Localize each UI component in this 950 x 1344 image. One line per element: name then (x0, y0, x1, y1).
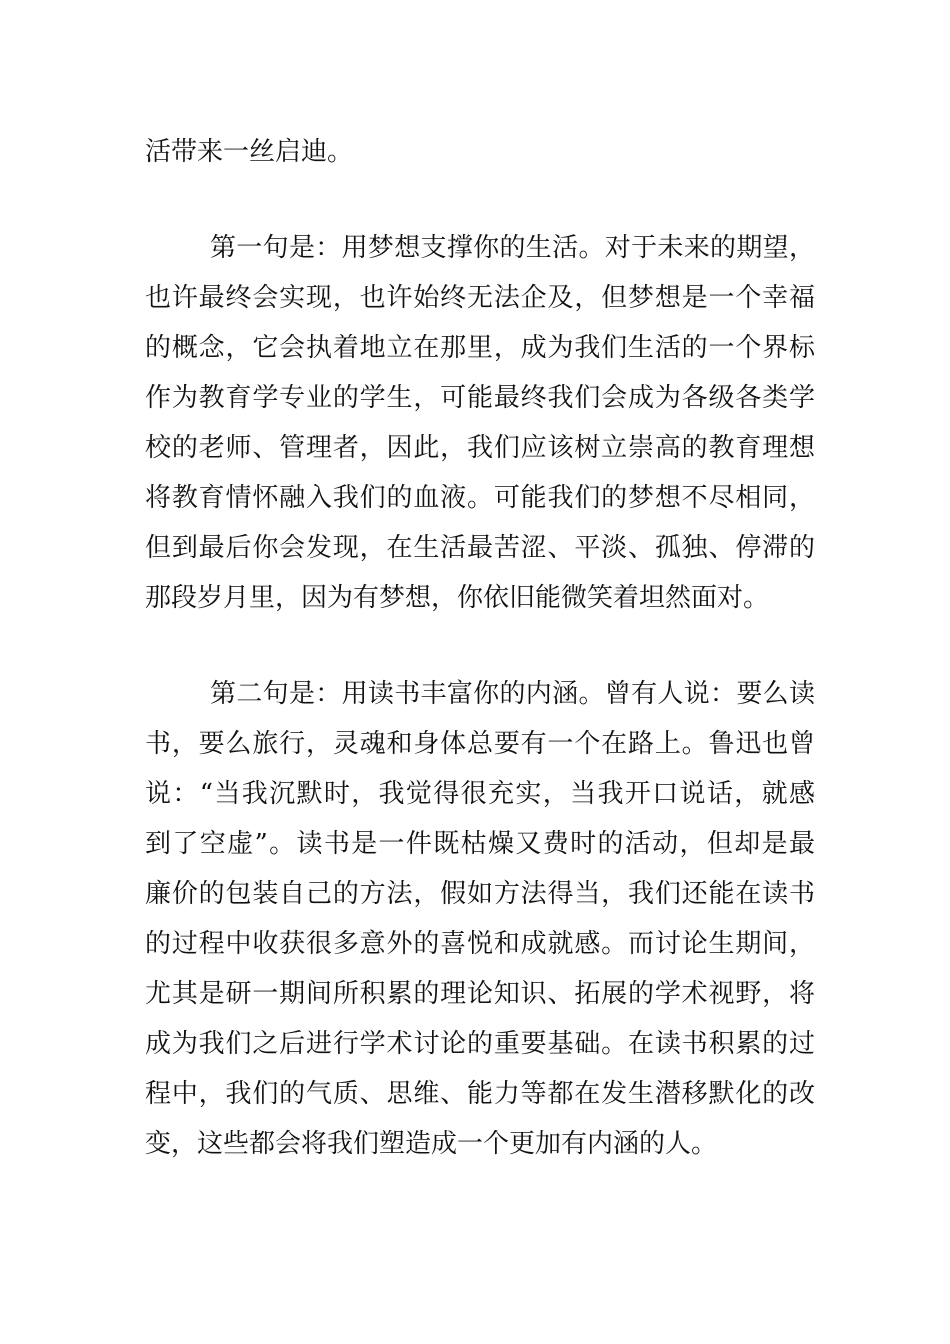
text-line: 但到最后你会发现，在生活最苦涩、平淡、孤独、停滞的 (145, 533, 815, 563)
text-line: 到了空虚”。读书是一件既枯燥又费时的活动，但却是最 (145, 829, 815, 859)
text-line: 第一句是：用梦想支撑你的生活。对于未来的期望， (210, 233, 815, 263)
text-line: 说：“当我沉默时，我觉得很充实，当我开口说话，就感 (145, 779, 815, 809)
text-line: 成为我们之后进行学术讨论的重要基础。在读书积累的过 (145, 1029, 815, 1059)
text-line: 廉价的包装自己的方法，假如方法得当，我们还能在读书 (145, 879, 815, 909)
text-line: 活带来一丝启迪。 (145, 137, 354, 167)
text-line: 也许最终会实现，也许始终无法企及，但梦想是一个幸福 (145, 283, 815, 313)
text-line: 变，这些都会将我们塑造成一个更加有内涵的人。 (145, 1129, 718, 1159)
text-line: 那段岁月里，因为有梦想，你依旧能微笑着坦然面对。 (145, 583, 770, 613)
text-line: 校的老师、管理者，因此，我们应该树立崇高的教育理想 (145, 433, 815, 463)
text-line: 的过程中收获很多意外的喜悦和成就感。而讨论生期间， (145, 929, 815, 959)
text-line: 作为教育学专业的学生，可能最终我们会成为各级各类学 (145, 383, 815, 413)
text-line: 书，要么旅行，灵魂和身体总要有一个在路上。鲁迅也曾 (145, 729, 815, 759)
text-line: 尤其是研一期间所积累的理论知识、拓展的学术视野，将 (145, 979, 815, 1009)
text-line: 的概念，它会执着地立在那里，成为我们生活的一个界标 (145, 333, 815, 363)
text-line: 第二句是：用读书丰富你的内涵。曾有人说：要么读 (210, 679, 815, 709)
text-line: 将教育情怀融入我们的血液。可能我们的梦想不尽相同， (145, 483, 815, 513)
text-line: 程中，我们的气质、思维、能力等都在发生潜移默化的改 (145, 1079, 815, 1109)
